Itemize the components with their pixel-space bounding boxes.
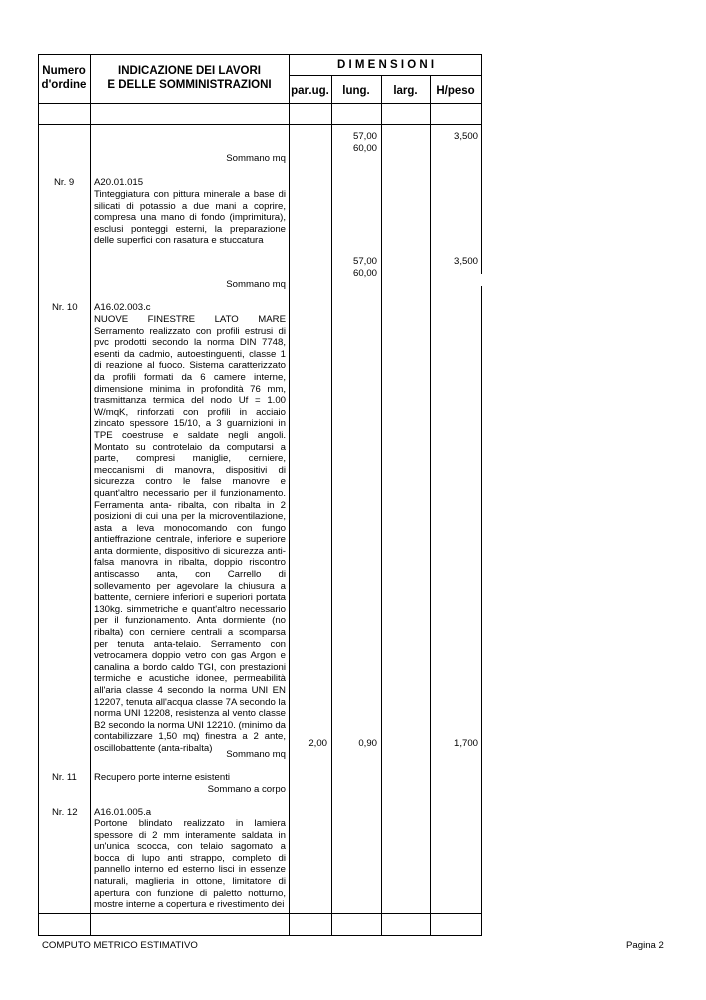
header-number-line1: Numero (42, 65, 86, 77)
nr9-lung-2: 60,00 (352, 268, 377, 279)
nr12-code: A16.01.005.a (94, 807, 152, 818)
nr9-number: Nr. 9 (54, 177, 75, 188)
col-line-desc (289, 54, 290, 935)
nr11-description: Recupero porte interne esistenti (94, 772, 230, 783)
col-line-right-lower (481, 286, 482, 935)
header-col-description (90, 64, 289, 92)
carry-lung-1: 57,00 (352, 131, 377, 142)
col-line-larg (430, 75, 431, 935)
rule-bottom-1 (38, 913, 482, 914)
rule-bottom-2 (38, 935, 482, 936)
footer-page-number: Pagina 2 (626, 940, 664, 951)
nr10-sommano: Sommano mq (226, 749, 286, 760)
header-parug: par.ug. (291, 85, 329, 97)
carry-sommano: Sommano mq (226, 153, 286, 164)
header-col-number (38, 64, 90, 92)
nr10-code: A16.02.003.c (94, 302, 151, 313)
col-line-right (481, 54, 482, 274)
nr10-hpeso: 1,700 (453, 738, 478, 749)
header-hpeso: H/peso (436, 85, 475, 97)
nr9-sommano: Sommano mq (226, 279, 286, 290)
nr10-parug: 2,00 (308, 738, 327, 749)
rule-header-bottom (38, 103, 482, 104)
header-dimensioni: D I M E N S I O N I (336, 59, 435, 71)
nr9-hpeso: 3,500 (453, 256, 478, 267)
header-larg: larg. (393, 85, 418, 97)
nr10-lung: 0,90 (358, 738, 377, 749)
col-line-lung (381, 75, 382, 935)
header-number-line2: d'ordine (41, 79, 87, 91)
nr9-description: Tinteggiatura con pittura minerale a base di silicati di potassio a due mani a coprire, compresa una mano di fondo (imprimitura), esclusi ponteggi esterni, la preparazione delle superfici con rasatura e stuccatura (94, 189, 286, 247)
nr9-code: A20.01.015 (94, 177, 144, 188)
header-desc-line2: E DELLE SOMMINISTRAZIONI (107, 79, 272, 91)
rule-dim-sub (289, 75, 482, 76)
nr12-description: Portone blindato realizzato in lamiera spessore di 2 mm interamente saldata in un'unica scocca, con telaio sagomato a bocca di lupo anti strappo, completo di pannello interno ed esterno lisci in essenze naturali, maglieria in ottone, limitatore di apertura con funzione di paletto notturno, mostre interne a copertura e rivestimento dei (94, 818, 286, 911)
rule-blank-bottom (38, 124, 482, 125)
nr10-description: NUOVE FINESTRE LATO MARE Serramento realizzato con profili estrusi di pvc prodotti secondo la norma DIN 7748, esenti da cadmio, autoestinguenti, classe 1 di reazione al fuoco. Sistema caratterizzato da profili formati da 6 camere interne, dimensione minima in profondità 76 mm, trasmittanza termica del nodo Uf = 1.00 W/mqK, rinforzati con profili in acciaio zincato spessore 15/10, a 3 guarnizioni in TPE coestruse e saldate negli angoli. Montato su controtelaio da computarsi a parte, compresi maniglie, cerniere, meccanismi di manovra, dispositivi di sicurezza contro le false manovre e quant'altro necessario per il funzionamento. Ferramenta anta- ribalta, con ribalta in 2 posizioni di cui una per la microventilazione, asta a leva monocomando con fungo antieffrazione centrale, inferiore e superiore anta dormiente, dispositivo di sicurezza anti-falsa manovra in ribalta, doppio riscontro antiscasso anta, con Carrello di sollevamento per agevolare la chiusura a battente, cerniere inferiori e superiori portata 130kg. simmetriche e quant'altro necessario per il funzionamento. Anta dormiente (no ribalta) con cerniere centrali a scomparsa per tenuta anta-telaio. Serramento con vetrocamera doppio vetro con gas Argon e canalina a bordo caldo TGI, con prestazioni termiche e acustiche idonee, permeabilità all'aria classe 4 secondo la norma UNI EN 12207, tenuta all'acqua classe 7A secondo la norma UNI 12208, resistenza al vento classe B2 secondo la norma UNI 12210. (minimo da contabilizzare 1,50 mq) finestra a 2 ante, oscillobattente (anta-ribalta) (94, 314, 286, 754)
nr11-number: Nr. 11 (52, 772, 77, 783)
header-desc-line1: INDICAZIONE DEI LAVORI (118, 65, 261, 77)
col-line-parug (331, 75, 332, 935)
footer-title: COMPUTO METRICO ESTIMATIVO (42, 940, 198, 951)
nr10-number: Nr. 10 (52, 302, 78, 313)
nr11-sommano: Sommano a corpo (207, 784, 286, 795)
nr12-number: Nr. 12 (52, 807, 78, 818)
col-line-num (90, 54, 91, 935)
rule-top (38, 54, 482, 55)
nr9-lung-1: 57,00 (352, 256, 377, 267)
carry-lung-2: 60,00 (352, 143, 377, 154)
header-lung: lung. (342, 85, 370, 97)
carry-hpeso: 3,500 (453, 131, 478, 142)
col-line-left (38, 54, 39, 935)
